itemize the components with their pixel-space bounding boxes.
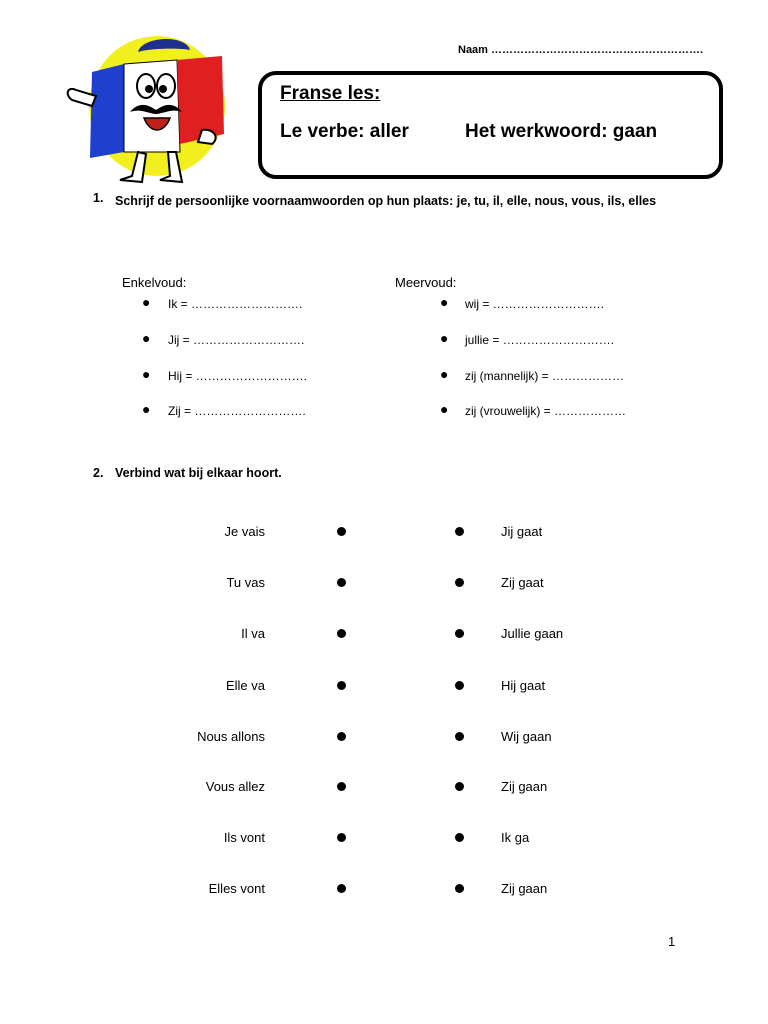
dutch-phrase: Zij gaan: [501, 779, 548, 794]
dutch-phrase: Wij gaan: [501, 729, 552, 744]
singular-item[interactable]: Hij = ……………………….: [168, 369, 308, 383]
dutch-phrase: Jullie gaan: [501, 626, 564, 641]
singular-item[interactable]: Zij = ……………………….: [168, 404, 306, 418]
bullet-icon: ●: [440, 330, 449, 346]
dutch-phrase: Zij gaat: [501, 575, 544, 590]
french-phrase: Je vais: [224, 524, 265, 539]
question-1-text: Schrijf de persoonlijke voornaamwoorden op hun plaats: je, tu, il, elle, nous, vous, ils, elles: [115, 194, 657, 208]
dutch-phrase: Hij gaat: [501, 678, 546, 693]
match-dot-right[interactable]: [455, 578, 464, 587]
match-dot-left[interactable]: [337, 578, 346, 587]
match-dot-right[interactable]: [455, 782, 464, 791]
match-dot-right[interactable]: [455, 833, 464, 842]
french-phrase: Vous allez: [205, 779, 265, 794]
title-box: [258, 71, 723, 179]
match-dot-right[interactable]: [455, 732, 464, 741]
french-phrase: Elles vont: [208, 881, 265, 896]
match-dot-right[interactable]: [455, 629, 464, 638]
match-dot-left[interactable]: [337, 681, 346, 690]
match-dot-left[interactable]: [337, 782, 346, 791]
french-phrase: Nous allons: [197, 729, 265, 744]
match-dot-left[interactable]: [337, 833, 346, 842]
bullet-icon: ●: [142, 294, 151, 310]
french-phrase: Tu vas: [226, 575, 265, 590]
french-phrase: Il va: [241, 626, 265, 641]
plural-item[interactable]: zij (vrouwelijk) = ………………: [465, 404, 627, 418]
dutch-phrase: Zij gaan: [501, 881, 548, 896]
bullet-icon: ●: [142, 401, 151, 417]
plural-item[interactable]: wij = ……………………….: [465, 297, 605, 311]
match-dot-left[interactable]: [337, 732, 346, 741]
bullet-icon: ●: [142, 366, 151, 382]
plural-item[interactable]: jullie = ……………………….: [465, 333, 615, 347]
page-number: 1: [668, 934, 676, 949]
plural-heading: Meervoud:: [395, 275, 457, 290]
singular-item[interactable]: Ik = ……………………….: [168, 297, 303, 311]
match-dot-right[interactable]: [455, 527, 464, 536]
bullet-icon: ●: [142, 330, 151, 346]
question-1-number: 1.: [93, 191, 104, 205]
singular-item[interactable]: Jij = ……………………….: [168, 333, 305, 347]
match-dot-right[interactable]: [455, 884, 464, 893]
dutch-phrase: Jij gaat: [501, 524, 543, 539]
subtitle-french: Le verbe: aller: [280, 121, 409, 142]
page-title: Franse les:: [280, 83, 381, 104]
question-2-number: 2.: [93, 466, 104, 480]
bullet-icon: ●: [440, 366, 449, 382]
bullet-icon: ●: [440, 401, 449, 417]
plural-item[interactable]: zij (mannelijk) = ………………: [465, 369, 625, 383]
singular-heading: Enkelvoud:: [122, 275, 187, 290]
match-dot-left[interactable]: [337, 527, 346, 536]
question-2-text: Verbind wat bij elkaar hoort.: [115, 466, 282, 480]
french-flag-mascot-illustration: [62, 34, 232, 184]
subtitle-dutch: Het werkwoord: gaan: [465, 121, 658, 142]
bullet-icon: ●: [440, 294, 449, 310]
french-phrase: Ils vont: [223, 830, 265, 845]
match-dot-left[interactable]: [337, 884, 346, 893]
match-dot-left[interactable]: [337, 629, 346, 638]
french-phrase: Elle va: [225, 678, 265, 693]
match-dot-right[interactable]: [455, 681, 464, 690]
name-field[interactable]: Naam ………………………………………………….: [458, 44, 704, 56]
dutch-phrase: Ik ga: [501, 830, 530, 845]
